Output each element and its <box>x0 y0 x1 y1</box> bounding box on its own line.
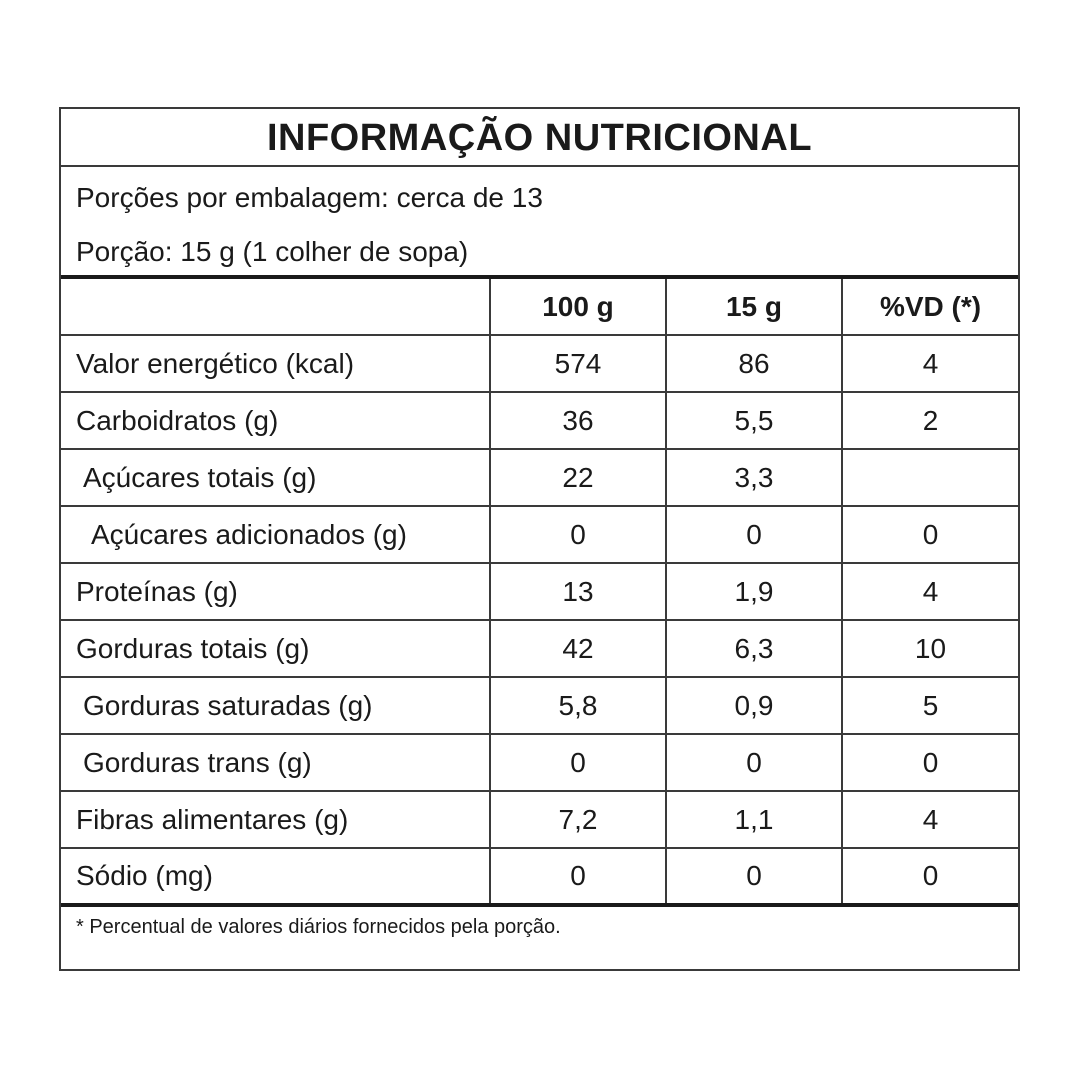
footnote: * Percentual de valores diários fornecidos pela porção. <box>76 916 561 938</box>
table-row <box>61 506 1018 563</box>
value-dv: 5 <box>842 677 1018 734</box>
value-portion: 0,9 <box>666 677 842 734</box>
nutrient-name: Gorduras totais (g) <box>61 620 490 677</box>
value-dv: 4 <box>842 563 1018 620</box>
value-dv: 2 <box>842 392 1018 449</box>
table-row <box>61 449 1018 506</box>
value-100g: 13 <box>490 563 666 620</box>
value-dv: 0 <box>842 848 1018 905</box>
table-row <box>61 734 1018 791</box>
value-portion: 86 <box>666 335 842 392</box>
value-portion: 1,1 <box>666 791 842 848</box>
header-cell-dv: %VD (*) <box>842 279 1018 335</box>
nutrient-name: Valor energético (kcal) <box>61 335 490 392</box>
label-title: INFORMAÇÃO NUTRICIONAL <box>61 109 1018 167</box>
nutrition-facts-label <box>59 107 1020 971</box>
table-row <box>61 677 1018 734</box>
value-portion: 0 <box>666 848 842 905</box>
nutrient-name: Carboidratos (g) <box>61 392 490 449</box>
nutrient-name: Fibras alimentares (g) <box>61 791 490 848</box>
table-row <box>61 563 1018 620</box>
table-row <box>61 620 1018 677</box>
nutrient-name: Sódio (mg) <box>61 848 490 905</box>
value-100g: 0 <box>490 734 666 791</box>
value-100g: 36 <box>490 392 666 449</box>
header-cell-100g: 100 g <box>490 279 666 335</box>
serving-info <box>61 167 1018 279</box>
servings-per-package: Porções por embalagem: cerca de 13 <box>76 182 543 213</box>
nutrition-table <box>61 279 1018 907</box>
nutrient-name: Proteínas (g) <box>61 563 490 620</box>
value-100g: 7,2 <box>490 791 666 848</box>
value-dv <box>842 449 1018 506</box>
value-portion: 1,9 <box>666 563 842 620</box>
value-portion: 5,5 <box>666 392 842 449</box>
value-portion: 3,3 <box>666 449 842 506</box>
value-portion: 6,3 <box>666 620 842 677</box>
value-portion: 0 <box>666 734 842 791</box>
header-cell-name <box>61 279 490 335</box>
value-dv: 10 <box>842 620 1018 677</box>
value-100g: 0 <box>490 848 666 905</box>
value-dv: 4 <box>842 791 1018 848</box>
value-100g: 0 <box>490 506 666 563</box>
table-row <box>61 392 1018 449</box>
serving-size: Porção: 15 g (1 colher de sopa) <box>76 236 469 267</box>
table-row <box>61 335 1018 392</box>
value-100g: 5,8 <box>490 677 666 734</box>
header-cell-portion: 15 g <box>666 279 842 335</box>
table-row <box>61 848 1018 905</box>
value-dv: 0 <box>842 506 1018 563</box>
value-dv: 0 <box>842 734 1018 791</box>
value-100g: 22 <box>490 449 666 506</box>
nutrient-name: Gorduras saturadas (g) <box>61 677 490 734</box>
value-100g: 42 <box>490 620 666 677</box>
nutrient-name: Açúcares totais (g) <box>61 449 490 506</box>
nutrient-name: Gorduras trans (g) <box>61 734 490 791</box>
table-row <box>61 791 1018 848</box>
value-100g: 574 <box>490 335 666 392</box>
nutrient-name: Açúcares adicionados (g) <box>61 506 490 563</box>
value-dv: 4 <box>842 335 1018 392</box>
value-portion: 0 <box>666 506 842 563</box>
table-header-row <box>61 279 1018 335</box>
